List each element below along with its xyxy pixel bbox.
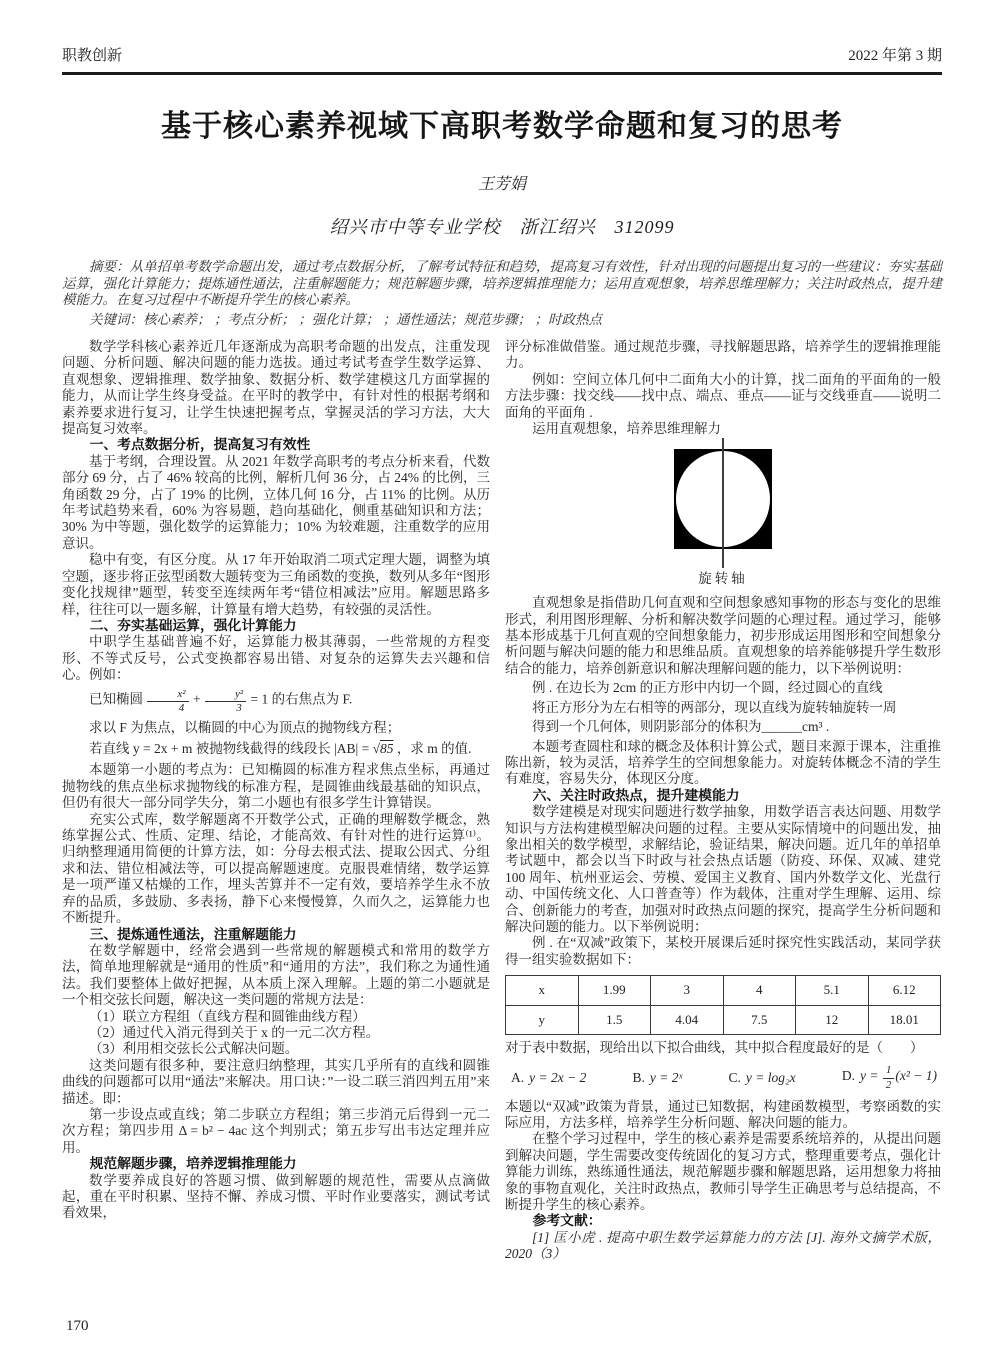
table-cell: 1.5 <box>578 1005 651 1034</box>
black-square-shape <box>674 449 772 549</box>
keywords-label: 关键词： <box>89 311 143 327</box>
option <box>633 1070 683 1086</box>
option <box>842 1065 937 1091</box>
fraction-denominator: 3 <box>205 701 246 715</box>
table-cell: 4.04 <box>651 1005 724 1034</box>
keywords-paragraph <box>62 312 942 329</box>
math-formula-line: 若直线 y = 2x + m 被抛物线截得的线段长 |AB| = √85 ，求 m 的值. <box>89 741 472 757</box>
option-formula: y = log₂x <box>745 1070 796 1086</box>
paragraph: 数学建模是对现实问题进行数学抽象，用数学语言表达问题、用数学知识与方法构建模型解决问题的过程。主要从实际情境中的问题出发，抽象出相关的数学模型，求解结论，验证结果，解决问题。近几年的单招单考试题中，都会以当下时政与社会热点话题（防疫、环保、双减、建党 100 周年、杭州亚运会、劳模、爱国主义教育、国内外数学文化、光盘行动、中国传统文化、人口普查等）作为载体，注重对学生理解、运用、综合、创新能力的考查，加强对时政热点问题的探究，提高学生分析问题和解决问题的能力。以下举例说明： <box>505 804 941 934</box>
section-heading: 六、关注时政热点，提升建模能力 <box>532 787 740 803</box>
fraction-numerator: x² <box>177 687 186 700</box>
paragraph: 中职学生基础普遍不好，运算能力极其薄弱，一些常规的方程变形、不等式反号，公式变换都容易出错、对复杂的运算失去兴趣和信心。例如： <box>62 634 490 683</box>
paragraph: （3）利用相交弦长公式解决问题。 <box>89 1041 299 1057</box>
option-formula: y = 2ˣ <box>649 1070 683 1086</box>
radicand: 85 <box>380 741 394 757</box>
paragraph: 在数学解题中，经常会遇到一些常规的解题模式和常用的数学方法，简单地理解就是“通用的性质”和“通用的方法”，我们称之为通性通法。我们要整体上做好把握，从本质上深入理解。上题的第二小题就是一个相交弦长问题，解决这一类问题的常规方法是： <box>62 942 490 1008</box>
figure-caption: 旋转轴 <box>698 570 748 586</box>
section-heading: 二、夯实基础运算，强化计算能力 <box>89 617 297 633</box>
experiment-data-table <box>505 975 941 1035</box>
paragraph: 在整个学习过程中，学生的核心素养是需要系统培养的，从提出问题到解决问题，学生需要改变传统固化的复习方式，整理重要考点，强化计算能力训练，熟练通性通法，规范解题步骤和解题思路，运用想象力将抽象的事物直观化，关注时政热点，教师引导学生正确思考与总结提高，不断提升学生的核心素养。 <box>505 1131 941 1212</box>
fraction <box>146 689 189 715</box>
option-label: D. <box>841 1067 855 1083</box>
table-cell: 5.1 <box>796 976 869 1005</box>
rotation-axis-line <box>722 438 724 568</box>
paragraph: 本题考查圆柱和球的概念及体积计算公式，题目来源于课本，注重推陈出新，较为灵活，培养学生的空间想象能力。对旋转体概念不清的学生有难度，容易失分，体现区分度。 <box>505 738 941 787</box>
option-formula: y = $\frac{1}{2}$ (x² − 1) <box>859 1064 937 1091</box>
option-label: C. <box>728 1070 741 1086</box>
reference-entry: [1] 匡小虎 . 提高中职生数学运算能力的方法 [J]. 海外文摘学术版，2020（3） <box>505 1229 941 1262</box>
paragraph: 数学学科核心素养近几年逐渐成为高职考命题的出发点，注重发现问题、分析问题、解决问题的能力选拔。通过考试考查学生数学运算、直观想象、逻辑推理、数学抽象、数据分析、数学建模这几方面掌握的能力，从而让学生终身受益。在平时的教学中，有针对性的根据考纲和素养要求进行复习，让学生快速把握考点，掌握灵活的学习方法，大大提高复习效率。 <box>62 339 490 437</box>
fraction-numerator: y² <box>234 687 244 700</box>
option-formula: y = 2x − 2 <box>529 1070 587 1086</box>
multiple-choice-options <box>505 1065 941 1091</box>
math-formula-line: 已知椭圆 $\frac{\text{x²}}{4}$ + $\frac{\text{y²}}{3}$ = 1 的右焦点为 F. <box>89 687 353 715</box>
example-line: 得到一个几何体，则阴影部分的体积为______cm³ . <box>532 719 830 735</box>
option <box>511 1070 586 1086</box>
table-cell: 3 <box>651 976 724 1005</box>
option-label: B. <box>632 1070 645 1086</box>
paragraph: 充实公式库，数学解题离不开数学公式，正确的理解数学概念，熟练掌握公式、性质、定理、结论，才能高效、有针对性的进行运算⁽¹⁾。归纳整理通用简便的计算方法，如：分母去根式法、提取公因式、分组求和法、错位相减法等，可以提高解题速度。克服畏难情绪，数学运算是一项严谨又枯燥的工作，埋头苦算并不一定有效，要培养学生永不放弃的品质，多鼓励、多表扬，静下心来慢慢算，久而久之，运算能力也不断提升。 <box>62 811 490 926</box>
option-label: A. <box>511 1070 525 1086</box>
table-row <box>506 1005 941 1034</box>
radical-sign: √ <box>372 741 381 757</box>
page-number: 170 <box>66 1318 89 1334</box>
paragraph: 这类问题有很多种，要注意归纳整理，其实几乎所有的直线和圆锥曲线的问题都可以用“通法”来解决。用口诀：”一设二联三消四判五用”来描述。即： <box>62 1057 490 1106</box>
abstract-paragraph <box>62 259 942 309</box>
fraction <box>204 689 247 715</box>
section-heading: 规范解题步骤，培养逻辑推理能力 <box>89 1156 297 1172</box>
paragraph: 稳中有变，有区分度。从 17 年开始取消二项式定理大题，调整为填空题，逐步将正弦型函数大题转变为三角函数的变换，数列从多年“图形变化找规律”题型，转变至连续两年考“错位相减法”应用。解题思路多样，往往可以一题多解，计算量有增大趋势，有较强的灵活性。 <box>62 552 490 617</box>
paragraph: （2）通过代入消元得到关于 x 的一元二次方程。 <box>89 1024 380 1040</box>
paragraph: 运用直观想象，培养思维理解力 <box>532 421 721 437</box>
paragraph: 评分标准做借鉴。通过规范步骤，寻找解题思路，培养学生的逻辑推理能力。 <box>505 339 941 371</box>
abstract-block <box>62 259 942 328</box>
section-heading: 一、考点数据分析，提高复习有效性 <box>89 437 311 453</box>
table-cell: 12 <box>796 1005 869 1034</box>
issue-label: 2022 年第 3 期 <box>848 48 942 64</box>
table-cell: 6.12 <box>868 976 941 1005</box>
table-cell: 18.01 <box>868 1005 941 1034</box>
journal-section-name: 职教创新 <box>62 47 123 64</box>
example-line: 例 . 在边长为 2cm 的正方形中内切一个圆，经过圆心的直线 <box>532 680 883 696</box>
author-name: 王芳娟 <box>477 176 526 193</box>
paragraph: 数学要养成良好的答题习惯、做到解题的规范性，需要从点滴做起，重在平时积累、坚持不懈、养成习惯、平时作业要落实，测试考试看效果， <box>62 1172 490 1221</box>
fraction <box>882 1065 896 1091</box>
article-title: 基于核心素养视域下高职考数学命题和复习的思考 <box>161 110 843 143</box>
paragraph: 本题以“双减”政策为背景，通过已知数据，构建函数模型，考察函数的实际应用，方法多样，培养学生分析问题、解决问题的能力。 <box>505 1098 941 1130</box>
abstract-text: 从单招单考数学命题出发，通过考点数据分析，了解考试特征和趋势，提高复习有效性，针对出现的问题提出复习的一些建议：夯实基础运算，强化计算能力；提炼通性通法，注重解题能力；规范解题步骤，培养逻辑推理能力；运用直观想象，培养思维理解力；关注时政热点，提升建模能力。在复习过程中不断提升学生的核心素养。 <box>62 259 943 307</box>
paragraph: 直观想象是指借助几何直观和空间想象感知事物的形态与变化的思维形式，利用图形理解、分析和解决数学问题的心理过程。通过学习，能够基本形成基于几何直观的空间想象能力，初步形成运用图形和空间想象分析问题与解决问题的能力和思维品质。直观想象的培养能够提升学生数形结合的能力，培养创新意识和解决理解问题的能力，以下举例说明： <box>505 595 941 676</box>
section-heading: 参考文献： <box>532 1213 602 1229</box>
paragraph: 本题第一小题的考点为：已知椭圆的标准方程求焦点坐标，再通过抛物线的焦点坐标求抛物线的标准方程，是圆锥曲线最基础的知识点，但仍有很大一部分同学失分，第二小题也有很多学生计算错误。 <box>62 762 490 811</box>
left-column <box>62 339 490 1263</box>
affiliation: 绍兴市中等专业学校 浙江绍兴 312099 <box>329 217 675 237</box>
fraction-numerator: 1 <box>885 1064 892 1077</box>
paragraph: 例如：空间立体几何中二面角大小的计算，找二面角的平面角的一般方法步骤：找交线——找中点、端点、垂点——证与交线垂直——说明二面角的平面角 . <box>505 371 941 420</box>
section-heading: 三、提炼通性通法，注重解题能力 <box>89 926 297 942</box>
table-cell: 4 <box>723 976 796 1005</box>
paragraph: 例 . 在“双减”政策下，某校开展课后延时探究性实践活动，某同学获得一组实验数据如下： <box>505 935 941 967</box>
page-header <box>62 44 942 75</box>
paragraph: 基于考纲，合理设置。从 2021 年数学高职考的考点分析来看，代数部分 69 分，占了 46% 较高的比例，解析几何 36 分，占 24% 的比例，三角函数 29 分，占了 19% 的比例，立体几何 16 分，占 11% 的比例。从历年考试趋势来看，60% 为容易题，趋向基础化，侧重基础知识和方法；30% 为中等题，强化数学的运算能力；10% 为较难题，注重数学的应用意识。 <box>62 453 490 551</box>
abstract-label: 摘要： <box>89 259 130 274</box>
table-cell: y <box>506 1005 579 1034</box>
keywords-text: 核心素养； ；考点分析； ；强化计算； ；通性通法；规范步骤； ；时政热点 <box>143 311 602 327</box>
right-column <box>505 339 941 1263</box>
table-cell: 7.5 <box>723 1005 796 1034</box>
paragraph: 对于表中数据，现给出以下拟合曲线，其中拟合程度最好的是（ ） <box>505 1040 924 1055</box>
option <box>729 1070 796 1086</box>
fraction-denominator: 2 <box>883 1078 895 1092</box>
fraction-denominator: 4 <box>147 701 188 715</box>
table-cell: 1.99 <box>578 976 651 1005</box>
two-column-body <box>62 339 942 1263</box>
table-cell: x <box>506 976 579 1005</box>
paragraph: 第一步设点或直线；第二步联立方程组；第三步消元后得到一元二次方程；第四步用 Δ = b² − 4ac 这个判别式；第五步写出韦达定理并应用。 <box>62 1106 490 1155</box>
paragraph: （1）联立方程组（直线方程和圆锥曲线方程） <box>89 1008 366 1024</box>
example-line: 求以 F 为焦点，以椭圆的中心为顶点的抛物线方程； <box>89 719 401 735</box>
example-line: 将正方形分为左右相等的两部分，现以直线为旋转轴旋转一周 <box>532 699 897 715</box>
table-row <box>506 976 941 1005</box>
rotation-figure <box>505 449 941 587</box>
